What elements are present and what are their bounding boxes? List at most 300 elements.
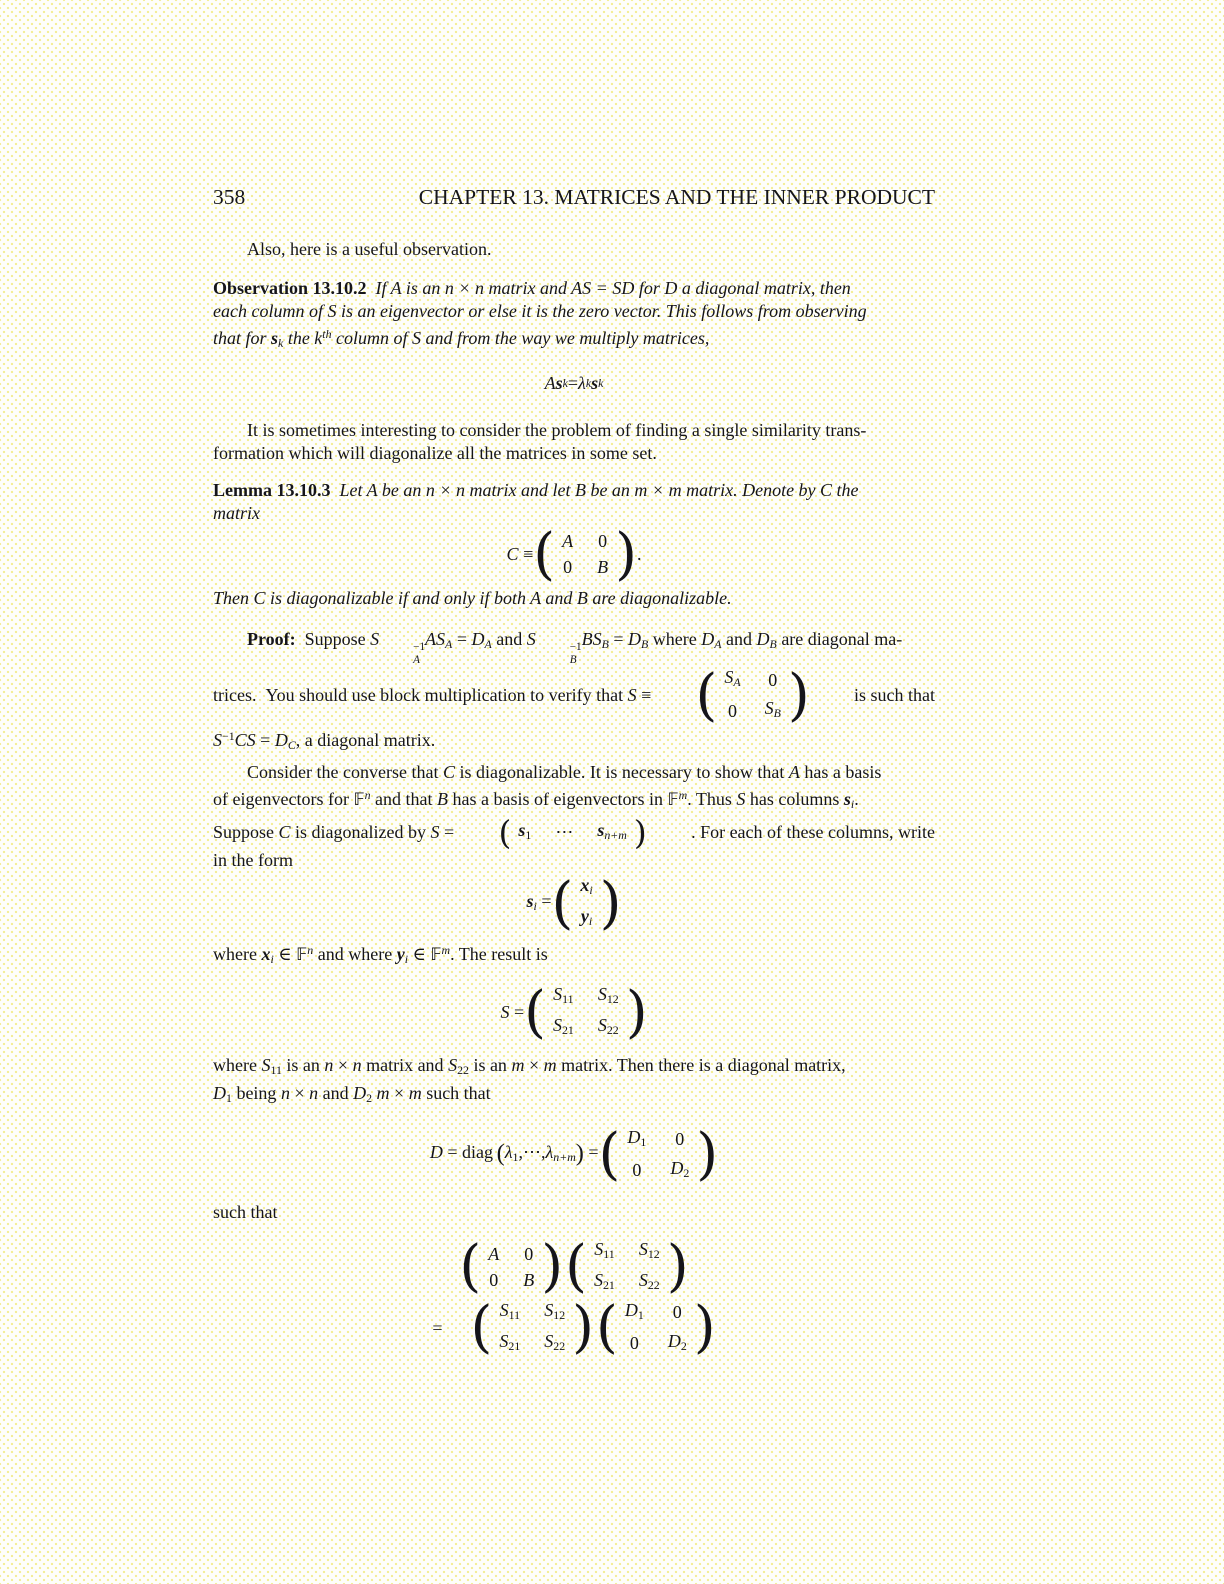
text-run: D [627,1126,641,1147]
text-run: −1 B [569,641,582,666]
matrix-s-columns [498,813,647,853]
converse-text-post [691,821,935,844]
text-run: 1 [512,1150,519,1165]
matrix-cell [627,1126,646,1154]
text-run: n+m [553,1150,576,1165]
text-run: each column of S is an eigenvector or else it is the zero vector. This follows from observing [213,301,867,321]
matrix-d [598,1122,719,1188]
text-run: BS [581,628,602,649]
matrix-cells [594,1238,660,1297]
text-run: = [608,628,629,649]
matrix-cell [765,697,781,725]
matrix-cells [553,983,619,1042]
text-run: Then C is diagonalizable if and only if both A and B are diagonalizable. [213,587,732,608]
matrix-cell [524,1243,533,1266]
equation-eigenvector [213,369,935,399]
text-run: of eigenvectors for [213,789,354,810]
text-run: S [627,685,637,706]
text-run: ≡ [636,685,652,706]
text-run: k [278,335,284,350]
text-run: 𝔽 [296,945,308,965]
text-run: B [523,1269,535,1290]
matrix-s-block-diagonal [695,662,810,728]
text-run: s [518,819,526,840]
text-run: n [307,943,314,958]
text-run: B [601,636,609,651]
text-run: S [553,984,563,1005]
equation-s-lhs [500,1001,524,1024]
text-run: S [597,1015,607,1036]
matrix-cells [562,530,608,579]
matrix-cell [562,530,573,553]
text-run: 1 [226,1090,232,1105]
text-run: i [850,797,855,812]
text-run: 0 [524,1243,534,1264]
text-run: ≡ [518,544,534,565]
matrix-cell [673,1301,682,1324]
text-run: n [324,1054,334,1075]
matrix-cell [553,983,573,1011]
matrix-cell [553,1014,574,1042]
paren-right: ) [615,521,637,587]
matrix-cell [598,530,607,553]
paren-left: ( [695,662,718,728]
paragraph-proof-line1 [213,628,935,667]
text-run: λ [545,1142,554,1163]
page-header [213,184,935,210]
text-run: 0 [563,557,573,578]
paren-right: ) [541,1234,564,1300]
text-run: . The result is [450,944,548,965]
matrix-cell [639,1238,660,1266]
text-run: S [499,1299,509,1320]
text-run: 1 [637,1307,644,1322]
matrix-cells [724,666,781,725]
text-run: n [280,1082,290,1103]
text-run: 𝔽 [430,945,442,965]
text-run: S [724,667,734,688]
text-run: 12 [647,1246,660,1261]
text-run: = diag [442,1142,497,1163]
text-run: = [452,628,472,649]
text-run: S [638,1269,648,1290]
page-number: 358 [213,185,246,209]
text-run: D [274,730,288,751]
paren-left: ( [533,521,556,587]
matrix-cell [518,819,531,847]
matrix-cells [499,1299,565,1358]
text-run: = [567,373,579,394]
text-run: A [445,636,453,651]
text-run: Observation 13.10.2 [213,278,367,298]
equation-d-diagonal [213,1122,935,1188]
text-run: ∈ [408,944,431,965]
text-run: Suppose [295,628,371,649]
matrix-cell [668,1330,687,1358]
text-run: in the form [213,850,293,871]
text-run: −1 [222,729,235,744]
text-run: m [543,1054,557,1075]
text-run: D [429,1142,443,1163]
matrix-cell [598,1014,619,1042]
matrix-cell [523,1269,534,1292]
matrix-cell [597,556,608,579]
text-run: 21 [561,1022,574,1037]
text-run: are diagonal ma- [776,628,903,649]
text-run: the k [283,327,323,348]
text-run: × [389,1082,409,1103]
text-run: −1 A [413,641,426,666]
text-run: 𝔽 [667,790,679,810]
text-run: Proof: [247,628,296,649]
text-run: k [585,376,592,391]
text-run: m [408,1082,422,1103]
matrix-cell [632,1159,641,1182]
text-run: , a diagonal matrix. [295,730,436,751]
matrix-cell [630,1332,639,1355]
text-run: formation which will diagonalize all the matrices in some set. [213,442,657,463]
text-run: Lemma 13.10.3 [213,479,331,500]
text-run: matrix. Then there is a diagonal matrix, [556,1054,846,1075]
text-run: D [667,1330,681,1351]
text-run: s [526,890,534,911]
text-run: × [333,1054,353,1075]
text-run: S [736,789,746,810]
text-run: 11 [603,1246,615,1261]
matrix-cell [625,1299,644,1327]
paren-left: ( [498,813,512,853]
text-run: D [628,628,642,649]
text-run: i [533,898,537,913]
text-run: Suppose [213,822,279,843]
text-run: Also, here is a useful observation. [247,239,492,259]
text-run: C [278,822,291,843]
text-run: . Thus [687,789,737,810]
text-run: D [670,1157,684,1178]
matrix-cells [627,1126,689,1185]
text-run: such that [421,1082,491,1103]
text-run: A [562,531,574,552]
paragraph-where-xy [213,939,935,971]
text-run: matrix and [361,1054,449,1075]
paragraph-where-s11 [213,1054,935,1110]
matrix-cell [598,983,619,1011]
text-run: = [255,730,275,751]
paragraph-similarity [213,419,935,465]
paren-right: ) [599,870,622,936]
text-run: matrix [213,502,260,523]
text-run: = [509,1002,525,1023]
text-run: 11 [270,1062,282,1077]
final-equation-line2 [432,1295,716,1361]
text-run: 2 [366,1090,373,1105]
text-run: D [353,1082,367,1103]
text-run: x [580,875,590,896]
text-run: where [648,628,702,649]
text-run: D [471,628,485,649]
text-run: λ [578,373,586,394]
text-run: B [773,706,781,721]
text-run: x [261,944,271,965]
final-equation-line1 [459,1234,689,1300]
text-run: ∈ [273,944,297,965]
text-run: has a basis [799,762,882,783]
text-run: ) [575,1139,584,1167]
text-run: 0 [632,1160,642,1181]
matrix-cell [594,1269,615,1297]
text-run: 0 [768,669,778,690]
text-run: ,⋯, [518,1142,546,1163]
text-run: It is sometimes interesting to consider the problem of finding a single similarity trans- [247,419,867,440]
paren-left: ( [459,1234,482,1300]
equation-si-column [213,870,935,936]
matrix-cell [594,1238,614,1266]
text-run: is diagonalizable. It is necessary to show that [454,762,789,783]
paren-left: ( [598,1122,621,1188]
chapter-title: CHAPTER 13. MATRICES AND THE INNER PRODUCT [418,185,935,209]
text-run: s [843,789,851,810]
text-run: D [624,1299,638,1320]
text-run: 1 [525,827,532,842]
text-run: 22 [606,1022,619,1037]
text-run: 22 [457,1062,469,1077]
matrix-cells [518,819,627,847]
text-run: k [598,376,604,391]
text-run: . For each of these columns, write [691,822,935,843]
matrix-cell [499,1330,520,1358]
text-run: C [506,544,519,565]
text-run: B [437,789,449,810]
text-run: A [714,636,722,651]
paren-right: ) [572,1295,595,1361]
matrix-cell [544,1330,565,1358]
text-run: 22 [647,1277,660,1292]
text-run: y [580,906,589,927]
matrix-si [551,870,622,936]
text-run: A [733,675,741,690]
text-run: 0 [728,700,737,721]
matrix-cell [580,874,592,902]
text-run: being [231,1082,281,1103]
text-run: D [756,628,770,649]
matrix-d-right [596,1295,716,1361]
text-run: n+m [604,827,627,842]
text-run: D [213,1082,226,1103]
text-run: AS [425,628,446,649]
text-run: . [636,544,642,565]
paragraph-observation [213,277,935,355]
matrix-cell [728,700,737,723]
text-run: m [511,1054,525,1075]
text-run: and that [370,789,438,810]
text-run: n [364,788,371,803]
text-run: s [597,819,605,840]
text-run: S [594,1238,604,1259]
text-run: S [370,628,380,649]
text-run: S [638,1238,648,1259]
text-run: B [769,636,777,651]
equation-final-product [213,1234,935,1361]
text-run: is an [468,1054,512,1075]
equation-c-period [637,543,642,566]
text-run: s [271,327,279,348]
paren-right: ) [666,1234,689,1300]
text-run: 2 [680,1338,687,1353]
paragraph-such-that [213,1201,935,1224]
paren-left: ( [524,979,546,1045]
text-run: λ [504,1142,513,1163]
text-run: s [591,373,599,394]
text-run: 22 [553,1338,566,1353]
text-run: × [289,1082,310,1103]
text-run: Let A be an n × n matrix and let B be an m × m matrix. Denote by C the [330,479,859,500]
equation-s-partition [213,979,935,1045]
matrix-s-partition [524,979,648,1045]
text-run: ⋯ [555,822,574,843]
paragraph-converse-columns [213,813,935,853]
equals-sign [432,1317,442,1340]
text-run: S [597,984,607,1005]
text-run: = [536,890,552,911]
text-run: is diagonalized by [290,822,431,843]
text-run: If A is an n × n matrix and AS = SD for D a diagonal matrix, then [366,278,851,298]
matrix-cell [563,556,572,579]
paragraph-proof-line2 [213,662,935,728]
text-run: k [562,376,568,391]
text-run: n [309,1082,319,1103]
text-run: A [544,373,556,394]
text-run: such that [213,1201,278,1222]
text-run: 11 [562,992,574,1007]
text-run: th [322,327,332,341]
matrix-cell [639,1269,660,1297]
text-run: is such that [854,685,935,706]
equation-si-lhs [526,890,551,918]
matrix-s-right [470,1295,595,1361]
paren-left: ( [565,1234,587,1300]
page-content [213,0,935,1361]
text-run: S [430,822,440,843]
text-run: = [583,1142,599,1163]
paren-left: ( [596,1295,618,1361]
text-run: 0 [489,1269,499,1290]
text-run: C [442,762,455,783]
text-run: 21 [508,1338,521,1353]
text-run: S [544,1299,554,1320]
paren-left: ( [551,870,574,936]
text-run: × [524,1054,544,1075]
text-run: A [484,636,492,651]
text-run: A [788,762,800,783]
text-run: i [404,952,408,967]
matrix-cells [625,1299,687,1358]
text-run: column of S and from the way we multiply matrices, [331,327,710,348]
text-run: m [441,943,451,958]
matrix-cell [500,1299,520,1327]
text-run: ( [496,1139,505,1167]
matrix-cells [580,874,592,933]
text-run: 0 [598,531,608,552]
matrix-cell [597,819,627,847]
equation-c-definition [213,521,935,587]
text-run: B [597,557,609,578]
text-run: D [701,628,715,649]
text-run: 12 [606,992,619,1007]
converse-text-pre [213,821,454,844]
text-run: 12 [553,1307,566,1322]
text-run: 0 [629,1333,639,1354]
text-run: and [318,1082,354,1103]
text-run: S [526,628,536,649]
proof-line2-text-pre [213,684,651,707]
text-run: has columns [745,789,844,810]
paragraph-in-the-form [213,849,935,872]
matrix-cells [488,1243,534,1292]
matrix-cell [670,1157,689,1185]
text-run: = [439,822,455,843]
text-run: i [588,914,593,929]
text-run: S [552,1015,562,1036]
text-run: S [764,698,774,719]
text-run: S [213,730,222,751]
text-run: B [641,636,649,651]
text-run: and [721,628,757,649]
paren-right: ) [696,1122,719,1188]
text-run: y [396,944,405,965]
paren-left: ( [470,1295,493,1361]
paren-right: ) [787,662,810,728]
text-run: C [287,738,296,753]
text-run: where [213,1054,262,1075]
equation-c-lhs [507,543,534,566]
text-run: 0 [672,1302,682,1323]
text-run: A [488,1243,500,1264]
matrix-cell [555,821,573,844]
matrix-cell [581,905,592,933]
matrix-c [533,521,637,587]
text-run: 0 [675,1129,685,1150]
paragraph-also [213,238,935,261]
equation-d-lhs [430,1141,599,1169]
text-run: that for [213,327,272,348]
matrix-cell [489,1269,498,1292]
text-run: 𝔽 [353,790,365,810]
paren-right: ) [633,813,647,853]
paragraph-proof-line3 [213,725,935,757]
text-run: S [261,1054,271,1075]
text-run: i [589,883,593,898]
text-run: is an [281,1054,325,1075]
text-run: S [544,1330,554,1351]
paragraph-converse [213,761,935,816]
paren-right: ) [625,979,648,1045]
text-run: 21 [602,1277,615,1292]
text-run: S [499,1330,509,1351]
text-run: and [491,628,527,649]
matrix-cell [724,666,740,694]
text-run: = [432,1317,443,1338]
text-run: i [270,952,274,967]
text-run: S [448,1054,458,1075]
text-run: m [678,788,688,803]
text-run: n [352,1054,362,1075]
text-run: Consider the converse that [247,762,443,783]
text-run: trices. You should use block multiplication to verify that [213,685,628,706]
text-run: s [555,373,563,394]
matrix-cell [768,669,777,692]
matrix-cell [544,1299,565,1327]
text-run: has a basis of eigenvectors in [448,789,668,810]
